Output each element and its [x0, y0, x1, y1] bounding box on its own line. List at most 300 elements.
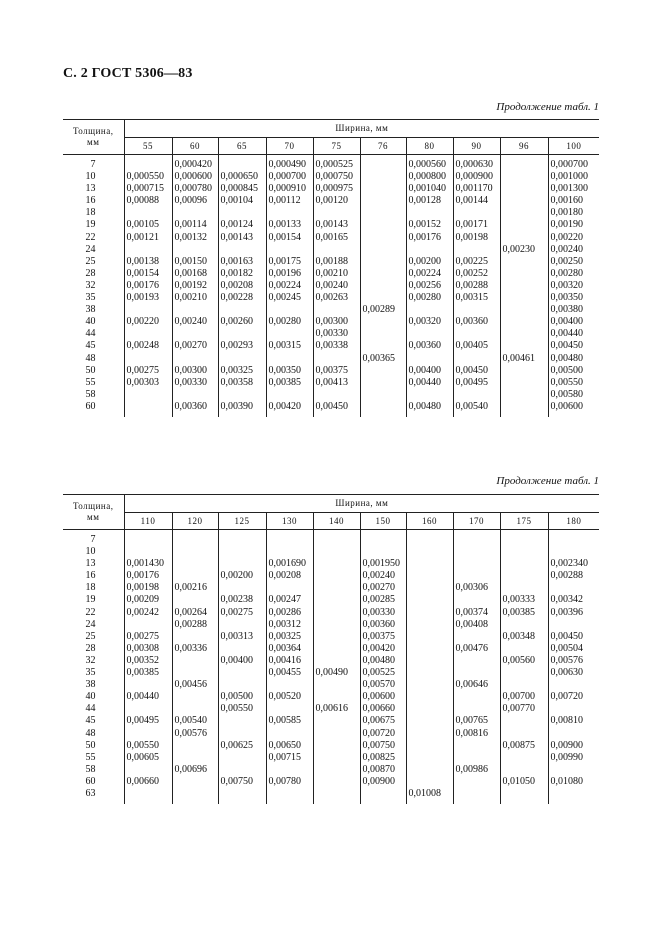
weight-value: 0,00132: [172, 232, 218, 244]
weight-value: 0,00400: [406, 365, 453, 377]
weight-value: [500, 365, 548, 377]
weight-value: 0,00176: [124, 570, 172, 582]
weight-value: [360, 546, 406, 558]
weight-value: 0,01080: [550, 775, 583, 787]
weight-value: [266, 728, 313, 740]
weight-value: [500, 171, 548, 183]
thickness-value: 50: [63, 740, 124, 752]
weight-value: 0,00396: [550, 606, 583, 618]
weight-value: [500, 232, 548, 244]
weight-value: 0,00480: [406, 401, 453, 417]
weight-value: 0,00114: [172, 219, 218, 231]
weight-value: [406, 643, 453, 655]
width-header: Ширина, мм: [124, 120, 599, 138]
weight-value: [313, 740, 360, 752]
width-value: 96: [500, 138, 548, 155]
weight-value: 0,00150: [172, 256, 218, 268]
weight-value: [406, 679, 453, 691]
weight-value: [172, 776, 218, 788]
weight-value: [124, 546, 172, 558]
weight-value: 0,00495: [124, 715, 172, 727]
weight-value: 0,00300: [313, 316, 360, 328]
weight-value: [218, 207, 266, 219]
weight-value: 0,00124: [218, 219, 266, 231]
weight-value: [453, 703, 500, 715]
weight-value: [406, 546, 453, 558]
weight-value: 0,00288: [550, 570, 583, 582]
weight-value: [453, 207, 500, 219]
weight-value: [124, 401, 172, 417]
weight-value: [500, 619, 548, 631]
weight-value: 0,00400: [550, 316, 583, 328]
weight-value: 0,000845: [218, 183, 266, 195]
weight-value: 0,000490: [266, 155, 313, 172]
weight-value: 0,00200: [218, 570, 266, 582]
weight-value: 0,00096: [172, 195, 218, 207]
width-header: Ширина, мм: [124, 495, 599, 513]
weight-value: 0,00450: [453, 365, 500, 377]
weight-value: [406, 715, 453, 727]
weight-value: 0,00270: [360, 582, 406, 594]
weight-table-2: [63, 494, 599, 804]
weight-value: [360, 183, 406, 195]
weight-value: [406, 389, 453, 401]
width-value: 180: [548, 513, 599, 530]
weight-value: [406, 764, 453, 776]
weight-value: [218, 546, 266, 558]
weight-value: 0,000900: [453, 171, 500, 183]
weight-value: [500, 195, 548, 207]
weight-value: 0,00440: [550, 328, 583, 340]
weight-value: [172, 244, 218, 256]
weight-value: 0,00112: [266, 195, 313, 207]
weight-value: [548, 619, 599, 631]
weight-value: 0,00176: [406, 232, 453, 244]
weight-value: 0,00121: [124, 232, 172, 244]
weight-value: [172, 631, 218, 643]
table-row: [63, 389, 599, 401]
weight-value: [360, 788, 406, 804]
weight-value: 0,000715: [124, 183, 172, 195]
weight-value: 0,000800: [406, 171, 453, 183]
weight-value: 0,00285: [360, 594, 406, 606]
weight-value: 0,00275: [124, 365, 172, 377]
weight-value: [172, 530, 218, 547]
thickness-value: 13: [63, 558, 124, 570]
table-row: [63, 244, 599, 256]
weight-value: 0,00816: [453, 728, 500, 740]
weight-value: [548, 788, 599, 804]
weight-value: 0,00900: [360, 776, 406, 788]
weight-value: [500, 679, 548, 691]
weight-value: [500, 280, 548, 292]
thickness-value: 38: [63, 304, 124, 316]
weight-value: 0,00320: [406, 316, 453, 328]
weight-value: [313, 546, 360, 558]
weight-value: 0,00182: [218, 268, 266, 280]
table-row: [63, 546, 599, 558]
table-row: [63, 631, 599, 643]
weight-value: 0,001170: [453, 183, 500, 195]
thickness-value: 63: [63, 788, 124, 804]
weight-value: 0,000420: [172, 155, 218, 172]
weight-value: 0,00780: [266, 776, 313, 788]
weight-value: 0,00540: [453, 401, 500, 417]
weight-value: 0,00576: [172, 728, 218, 740]
weight-value: 0,00248: [124, 340, 172, 352]
weight-value: 0,00358: [218, 377, 266, 389]
weight-value: 0,00525: [360, 667, 406, 679]
weight-value: 0,002340: [550, 558, 588, 570]
weight-value: 0,00585: [266, 715, 313, 727]
table-row: [63, 728, 599, 740]
thickness-value: 16: [63, 570, 124, 582]
thickness-value: 60: [63, 776, 124, 788]
table-row: [63, 752, 599, 764]
weight-value: 0,00188: [313, 256, 360, 268]
weight-value: 0,00105: [124, 219, 172, 231]
weight-value: [500, 256, 548, 268]
table-row: [63, 183, 599, 195]
weight-value: 0,00440: [124, 691, 172, 703]
thickness-value: 25: [63, 631, 124, 643]
weight-value: [313, 244, 360, 256]
weight-value: [500, 268, 548, 280]
width-values-row: [63, 138, 599, 155]
weight-value: [360, 195, 406, 207]
weight-value: 0,00238: [218, 594, 266, 606]
weight-value: [313, 728, 360, 740]
weight-value: [453, 752, 500, 764]
weight-value: 0,00350: [550, 292, 583, 304]
thickness-value: 58: [63, 764, 124, 776]
weight-value: [313, 752, 360, 764]
weight-value: 0,00600: [360, 691, 406, 703]
weight-table-1: [63, 119, 599, 417]
weight-value: [500, 155, 548, 172]
weight-value: 0,00990: [550, 751, 583, 763]
weight-value: [548, 530, 599, 547]
thickness-value: 19: [63, 219, 124, 231]
thickness-value: 13: [63, 183, 124, 195]
weight-value: 0,00138: [124, 256, 172, 268]
weight-value: [406, 607, 453, 619]
weight-value: 0,00360: [172, 401, 218, 417]
weight-value: 0,00360: [453, 316, 500, 328]
weight-value: [406, 776, 453, 788]
weight-value: [313, 558, 360, 570]
weight-value: [360, 365, 406, 377]
weight-value: [172, 570, 218, 582]
weight-value: [360, 340, 406, 352]
weight-value: [218, 530, 266, 547]
weight-value: 0,00312: [266, 619, 313, 631]
weight-value: [172, 667, 218, 679]
weight-value: [360, 389, 406, 401]
weight-value: [218, 752, 266, 764]
width-value: 55: [124, 138, 172, 155]
weight-value: [406, 353, 453, 365]
weight-value: 0,00750: [218, 776, 266, 788]
weight-value: 0,00440: [406, 377, 453, 389]
thickness-value: 16: [63, 195, 124, 207]
table-row: [63, 715, 599, 727]
weight-value: 0,00390: [218, 401, 266, 417]
weight-value: 0,00450: [313, 401, 360, 417]
weight-value: 0,00325: [218, 365, 266, 377]
weight-value: 0,000780: [172, 183, 218, 195]
thickness-value: 18: [63, 207, 124, 219]
weight-value: [124, 728, 172, 740]
weight-value: 0,00308: [124, 643, 172, 655]
weight-value: 0,00364: [266, 643, 313, 655]
weight-value: 0,00870: [360, 764, 406, 776]
weight-value: [218, 764, 266, 776]
weight-value: [548, 728, 599, 740]
weight-value: [500, 292, 548, 304]
weight-value: [500, 328, 548, 340]
thickness-header: [63, 120, 124, 155]
weight-value: [218, 353, 266, 365]
weight-value: [453, 631, 500, 643]
weight-value: 0,00176: [124, 280, 172, 292]
weight-value: [453, 570, 500, 582]
weight-value: 0,00408: [453, 619, 500, 631]
weight-value: 0,00180: [550, 207, 583, 219]
weight-value: 0,01008: [406, 788, 453, 804]
weight-value: [124, 619, 172, 631]
weight-value: 0,00198: [124, 582, 172, 594]
thickness-value: 10: [63, 171, 124, 183]
weight-value: 0,000630: [453, 155, 500, 172]
weight-value: 0,00198: [453, 232, 500, 244]
weight-value: 0,00209: [124, 594, 172, 606]
weight-value: 0,00576: [550, 654, 583, 666]
weight-value: [500, 219, 548, 231]
table-row: [63, 607, 599, 619]
weight-value: 0,00630: [550, 667, 583, 679]
weight-value: 0,00300: [172, 365, 218, 377]
weight-value: [172, 389, 218, 401]
weight-value: 0,00320: [550, 279, 583, 291]
weight-value: 0,00480: [550, 352, 583, 364]
weight-value: 0,00330: [360, 607, 406, 619]
table-row: [63, 776, 599, 788]
weight-value: [266, 304, 313, 316]
weight-value: 0,00250: [550, 255, 583, 267]
table-row: [63, 268, 599, 280]
weight-value: 0,00461: [500, 353, 548, 365]
table-body: [63, 155, 599, 417]
weight-value: [548, 582, 599, 594]
weight-value: 0,001300: [550, 183, 588, 195]
weight-value: [124, 328, 172, 340]
weight-value: 0,001430: [124, 558, 172, 570]
weight-value: [360, 401, 406, 417]
weight-value: [124, 703, 172, 715]
weight-value: [266, 328, 313, 340]
table-row: [63, 582, 599, 594]
weight-value: [453, 788, 500, 804]
weight-value: 0,00374: [453, 607, 500, 619]
weight-value: 0,00646: [453, 679, 500, 691]
weight-value: [406, 752, 453, 764]
table-row: [63, 619, 599, 631]
weight-value: [406, 728, 453, 740]
weight-value: 0,00330: [172, 377, 218, 389]
weight-value: 0,00325: [266, 631, 313, 643]
weight-value: [313, 570, 360, 582]
weight-value: [360, 219, 406, 231]
thickness-header-unit: мм: [87, 137, 100, 147]
table-row: [63, 365, 599, 377]
weight-value: 0,00270: [172, 340, 218, 352]
table-row: [63, 232, 599, 244]
thickness-value: 58: [63, 389, 124, 401]
weight-value: 0,000600: [172, 171, 218, 183]
weight-value: [124, 389, 172, 401]
weight-value: [218, 728, 266, 740]
weight-value: [500, 530, 548, 547]
weight-value: [218, 619, 266, 631]
weight-value: 0,00500: [550, 364, 583, 376]
weight-value: 0,00375: [313, 365, 360, 377]
weight-value: 0,00230: [500, 244, 548, 256]
weight-value: [453, 389, 500, 401]
weight-value: [500, 643, 548, 655]
weight-value: 0,00480: [360, 655, 406, 667]
weight-value: [218, 667, 266, 679]
weight-value: 0,00550: [218, 703, 266, 715]
weight-value: [500, 389, 548, 401]
weight-value: [313, 715, 360, 727]
weight-value: 0,00154: [124, 268, 172, 280]
thickness-value: 45: [63, 715, 124, 727]
table-row: [63, 691, 599, 703]
weight-value: 0,00616: [313, 703, 360, 715]
weight-value: 0,00375: [360, 631, 406, 643]
weight-value: [266, 530, 313, 547]
weight-value: [360, 280, 406, 292]
weight-value: [500, 582, 548, 594]
weight-value: [313, 776, 360, 788]
weight-value: [360, 316, 406, 328]
weight-value: 0,00120: [313, 195, 360, 207]
width-value: 170: [453, 513, 500, 530]
weight-value: 0,00168: [172, 268, 218, 280]
weight-value: [406, 619, 453, 631]
weight-value: 0,00520: [266, 691, 313, 703]
weight-value: [313, 679, 360, 691]
weight-value: [500, 377, 548, 389]
weight-value: [406, 594, 453, 606]
weight-value: [124, 530, 172, 547]
weight-value: 0,00696: [172, 764, 218, 776]
weight-value: [500, 340, 548, 352]
weight-value: 0,00550: [550, 376, 583, 388]
table-row: [63, 155, 599, 172]
thickness-value: 32: [63, 280, 124, 292]
weight-value: 0,00770: [500, 703, 548, 715]
weight-value: [172, 558, 218, 570]
width-value: 90: [453, 138, 500, 155]
weight-value: [500, 728, 548, 740]
weight-value: 0,00280: [266, 316, 313, 328]
table-row: [63, 171, 599, 183]
weight-value: [453, 244, 500, 256]
weight-value: [406, 244, 453, 256]
weight-value: [453, 594, 500, 606]
weight-value: 0,00289: [360, 304, 406, 316]
weight-value: 0,00650: [266, 740, 313, 752]
weight-value: [313, 607, 360, 619]
weight-value: [124, 244, 172, 256]
thickness-value: 7: [63, 155, 124, 172]
thickness-value: 35: [63, 292, 124, 304]
weight-value: [453, 328, 500, 340]
weight-value: 0,00275: [124, 631, 172, 643]
weight-value: [500, 667, 548, 679]
weight-value: [313, 207, 360, 219]
weight-value: [360, 292, 406, 304]
weight-value: [406, 691, 453, 703]
weight-value: 0,00286: [266, 607, 313, 619]
thickness-value: 19: [63, 594, 124, 606]
width-value: 160: [406, 513, 453, 530]
weight-value: [500, 570, 548, 582]
weight-value: 0,00190: [550, 219, 583, 231]
thickness-value: 25: [63, 256, 124, 268]
weight-value: 0,00293: [218, 340, 266, 352]
weight-value: [218, 328, 266, 340]
thickness-value: 7: [63, 530, 124, 547]
weight-value: [218, 558, 266, 570]
thickness-value: 10: [63, 546, 124, 558]
weight-value: [360, 207, 406, 219]
weight-value: 0,00385: [124, 667, 172, 679]
thickness-value: 24: [63, 619, 124, 631]
weight-value: 0,00200: [406, 256, 453, 268]
weight-value: [313, 389, 360, 401]
weight-value: [266, 764, 313, 776]
weight-value: [360, 232, 406, 244]
weight-value: [453, 546, 500, 558]
weight-value: 0,00455: [266, 667, 313, 679]
weight-value: 0,00315: [266, 340, 313, 352]
weight-value: [172, 703, 218, 715]
table-row: [63, 703, 599, 715]
weight-value: 0,00580: [550, 388, 583, 400]
weight-value: 0,00450: [550, 340, 583, 352]
weight-value: [500, 401, 548, 417]
weight-value: 0,00380: [550, 304, 583, 316]
weight-value: 0,00152: [406, 219, 453, 231]
thickness-value: 44: [63, 703, 124, 715]
weight-value: 0,00490: [313, 667, 360, 679]
weight-value: [360, 530, 406, 547]
weight-value: 0,00476: [453, 643, 500, 655]
weight-value: 0,00660: [360, 703, 406, 715]
weight-value: [266, 389, 313, 401]
weight-value: [218, 715, 266, 727]
weight-value: [313, 655, 360, 667]
width-value: 150: [360, 513, 406, 530]
weight-value: [313, 691, 360, 703]
weight-value: 0,00342: [550, 594, 583, 606]
weight-value: [406, 304, 453, 316]
weight-value: [218, 304, 266, 316]
weight-value: 0,00208: [266, 570, 313, 582]
